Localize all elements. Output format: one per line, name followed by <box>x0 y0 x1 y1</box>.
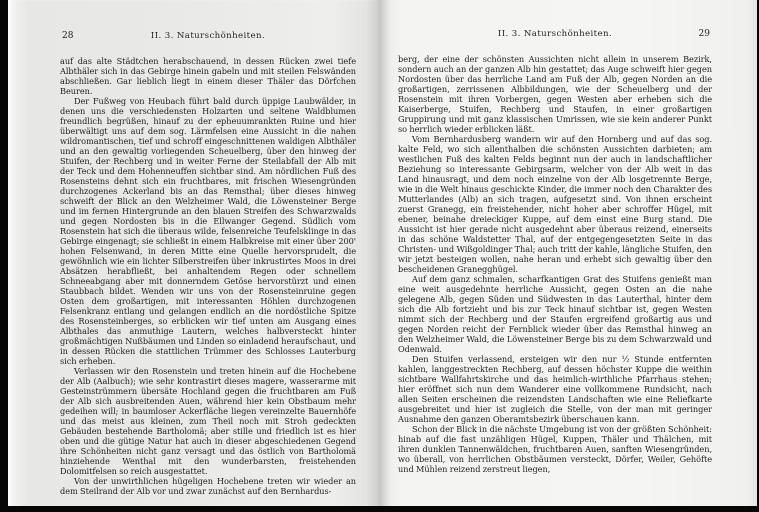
left-page-header <box>60 30 356 42</box>
right-page-content <box>398 28 712 474</box>
paragraph: Auf dem ganz schmalen, scharfkantigen Grat des Stuifens genießt man eine weit ausgedehnte herrliche Aussicht, gegen Osten an die nahe gelegene Alb, gegen Süden und Südwesten in das Lauterthal, hinter dem sich die Alb fortzieht und bis zur Teck hinauf sichtbar ist, gegen Westen nimmt sich der Rechberg und der Staufen ergreifend großartig aus und gegen Norden reicht der Fernblick wieder über das Remsthal hinweg an den Welzheimer Wald, die Löwensteiner Berge bis zu dem Schwarzwald und Odenwald. <box>398 274 712 354</box>
right-page <box>378 0 757 506</box>
paragraph: Von der unwirthlichen hügeligen Hochebene treten wir wieder an dem Steilrand der Alb vor und zwar zunächst auf den Bernhardus- <box>60 476 356 496</box>
running-header-right: II. 3. Naturschönheiten. <box>497 29 613 39</box>
paragraph: auf das alte Städtchen herabschauend, in dessen Rücken zwei tiefe Albthäler sich in das Gebirge hinein gabeln und mit steilen Felswänden abschließen. Gar lieblich liegt in einem dieser Thäler das Dörfchen Beuren. <box>60 56 356 96</box>
paragraph: Schon der Blick in die nächste Umgebung ist von der größten Schönheit: hinab auf die fast unzähligen Hügel, Kuppen, Thäler und Thälchen, mit ihren dunklen Tannenwäldchen, fruchtbaren Auen, sanften Wiesengründen, wo überall, von herrlichen Obstbäumen versteckt, Dörfer, Weiler, Gehöfte und Mühlen reizend zerstreut liegen, <box>398 424 712 474</box>
paragraph: Der Fußweg von Heubach führt bald durch üppige Laubwälder, in denen uns die verschiedensten Holzarten und seltene Waldblumen freundlich begrüßen, hinauf zu der epheuumrankten Ruine und hier überwältigt uns auf dem sog. Lärmfelsen eine Aussicht in die nahen wildromantischen, tief und schroff eingeschnittenen waldigen Albthäler und an den gewaltig vorliegenden Scheuelberg, über den hinweg der Stuifen, der Rechberg und in weiter Ferne der Steilabfall der Alb mit der Teck und dem Hohenneuffen sichtbar sind. Am nördlichen Fuß des Rosensteins dehnt sich ein fruchtbares, mit frischen Wiesengründen durchzogenes Ackerland bis an das Remsthal; über dieses hinweg schweift der Blick an den Welzheimer Wald, die Löwensteiner Berge und im fernen Hintergrunde an den blauen Streifen des Schwarzwalds und gegen Nordosten bis in die Ellwanger Gegend. Südlich vom Rosenstein hat sich die überaus wilde, felsenreiche Teufelsklinge in das Gebirge eingenagt; sie schließt in einem Halbkreise mit einer über 200' hohen Felsenwand, in deren Mitte eine Quelle hervorsprudelt, die gewöhnlich wie ein lichter Silberstreifen über inkrustirtes Moos in drei Absätzen herabfließt, bei anhaltendem Regen oder schnellem Schneeabgang aber mit donnerndem Getöse hervorstürzt und einen Staubbach bildet. Wenden wir uns von der Rosensteinruine gegen Osten dem großartigen, mit interessanten Höhlen durchzogenen Felsenkranz entlang und gelangen endlich an die nordöstliche Spitze des Rosensteinberges, so erblicken wir tief unten am Ausgang eines Albthales das anmuthige Lautern, welches halbversteckt hinter großmächtigen Nußbäumen und Linden so einladend heraufschaut, und in dessen Rücken die stattlichen Trümmer des Schlosses Lauterburg sich erheben. <box>60 96 356 366</box>
paragraph: Vom Bernhardusberg wandern wir auf den Hornberg und auf das sog. kalte Feld, wo sich allenthalben die schönsten Aussichten darbieten; am westlichen Fuß des kalten Felds beginnt nun der auch in landschaftlicher Beziehung so interessante Gebirgsarm, welcher von der Alb weit in das Land hinausragt, und dem noch einzelne von der Alb losgetrennte Berge, wie in die Welt hinaus geschickte Kinder, die immer noch den Charakter des Mutterlandes (Alb) an sich tragen, aufgesetzt sind. Von ihnen erscheint zuerst Granegg, ein freistehender, nicht hoher aber schroffer Hügel, mit ebener, beinahe dreieckiger Kuppe, auf dem einst eine Burg stand. Die Aussicht ist hier gerade nicht ausgedehnt aber überaus reizend, einerseits in das schöne Waldstetter Thal, auf der entgegengesetzten Seite in das Christen- und Wißgoldinger Thal; auch tritt der kahle, längliche Stuifen, den wir jetzt besteigen wollen, nahe heran und erhebt sich gewaltig über den bescheidenen Granegghügel. <box>398 134 712 274</box>
paragraph: berg, der eine der schönsten Aussichten nicht allein in unserem Bezirk, sondern auch an der ganzen Alb hin gestattet; das Auge schweift hier gegen Nordosten über das herrliche Land am Fuß der Alb, gegen Norden an die großartigen, zerrissenen Albbildungen, wie der Scheuelberg und der Rosenstein mit ihren Vorbergen, gegen Westen aber erheben sich die Kaiserberge, Stuifen, Rechberg und Staufen, in einer großartigen Gruppirung und mit ganz klassischen Umrissen, wie sie kein anderer Punkt so herrlich wieder erblicken läßt. <box>398 54 712 134</box>
right-page-body <box>398 54 712 474</box>
left-page-body <box>60 56 356 496</box>
page-number-right: 29 <box>698 29 710 39</box>
paragraph: Den Stuifen verlassend, ersteigen wir den nur ½ Stunde entfernten kahlen, langgestreckten Rechberg, auf dessen höchster Kuppe die weithin sichtbare Wallfahrtskirche und das heimlich-wirthliche Pfarrhaus stehen; hier eröffnet sich nun dem Wanderer eine vollkommene Rundsicht, nach allen Seiten erscheinen die reizendsten Landschaften wie eine Reliefkarte ausgebreitet und hier ist zugleich die Stelle, von der man mit geringer Ausnahme den ganzen Oberamtsbezirk überschauen kann. <box>398 354 712 424</box>
right-page-header <box>398 28 712 40</box>
left-page-content <box>60 30 356 496</box>
left-page <box>8 0 378 506</box>
page-number-left: 28 <box>62 31 74 41</box>
paragraph: Verlassen wir den Rosenstein und treten hinein auf die Hochebene der Alb (Aalbuch); wie sehr kontrastirt dieses magere, wasserarme mit Gesteinstrümmern übersäte Hochland gegen die fruchtbaren am Fuß der Alb sich ausbreitenden Auen, während hier kein Obstbaum mehr gedeihen will; in baumloser Ackerfläche liegen vereinzelte Bauernhöfe und das meist aus kleinen, zum Theil noch mit Stroh gedeckten Gebäuden bestehende Bartholomä; aber stille und friedlich ist es hier oben und die gütige Natur hat auch in dieser abgeschiedenen Gegend ihre Schönheiten nicht ganz versagt und das östlich von Bartholomä hinziehende Wenthal mit den wunderbarsten, freistehenden Dolomitfelsen so reich ausgestattet. <box>60 366 356 476</box>
running-header-left: II. 3. Naturschönheiten. <box>150 31 266 41</box>
